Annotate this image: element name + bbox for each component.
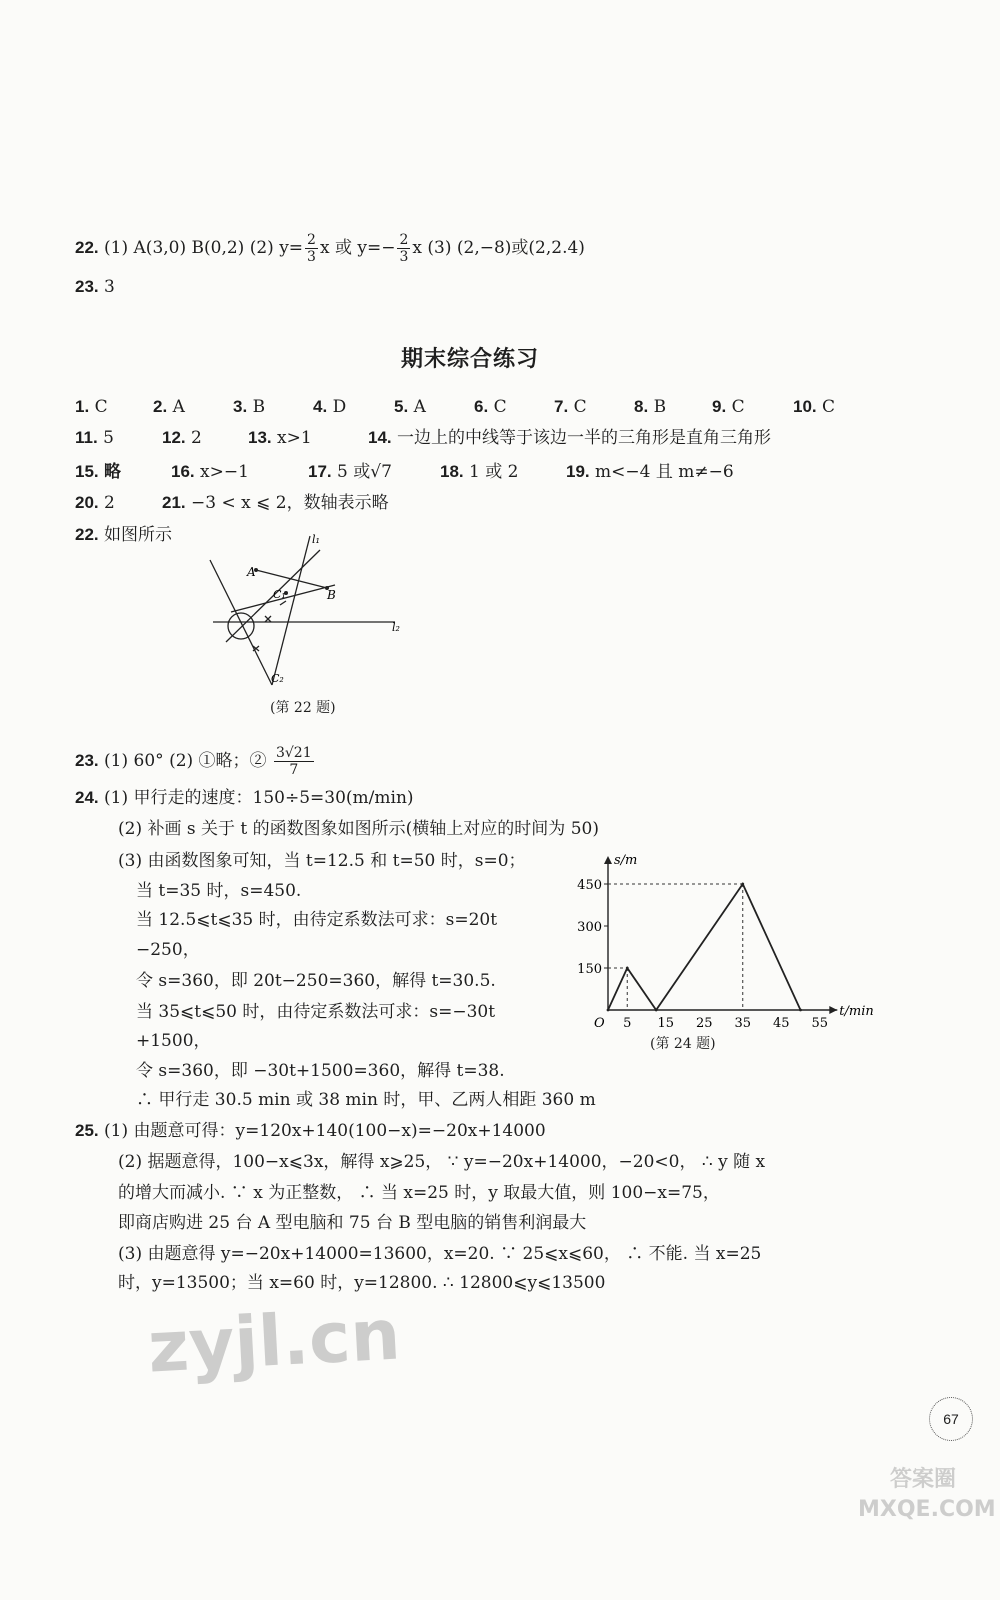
q25-line: 时，y=13500；当 x=60 时，y=12800. ∴ 12800⩽y⩽13500: [118, 1273, 606, 1293]
y-axis-arrow: [604, 856, 612, 864]
answer-item: 15. 略: [75, 462, 122, 481]
data-point: [626, 967, 629, 970]
answer-item: 6. C: [474, 397, 507, 417]
label-c2: C₂: [271, 672, 284, 685]
question-number: 23.: [75, 751, 99, 770]
answer-item: 16. x>−1: [171, 462, 249, 482]
label-a: A: [247, 565, 256, 579]
s-t-line: [608, 884, 801, 1010]
q24-line: 令 s=360，即 −30t+1500=360，解得 t=38.: [136, 1061, 505, 1081]
y-tick-label: 150: [577, 962, 602, 977]
x-axis-arrow: [829, 1006, 837, 1014]
question-number: 23.: [75, 277, 99, 296]
origin-label: O: [594, 1016, 605, 1031]
question-number: 24.: [75, 788, 99, 807]
answer-item: 19. m<−4 且 m≠−6: [566, 462, 734, 482]
answer-item: 8. B: [634, 397, 667, 417]
question-number: 22.: [75, 238, 99, 257]
answer-item: 13. x>1: [248, 428, 312, 448]
data-point: [799, 1009, 802, 1012]
tick-mark: [265, 616, 271, 622]
q24-line: −250，: [136, 940, 200, 960]
q24-line: 当 t=35 时，s=450.: [136, 881, 302, 901]
watermark: zyjl.cn: [146, 1293, 403, 1389]
answer-item: 4. D: [313, 397, 347, 417]
answer-item: 21. −3 < x ⩽ 2，数轴表示略: [162, 493, 389, 513]
q25-line: 即商店购进 25 台 A 型电脑和 75 台 B 型电脑的销售利润最大: [118, 1213, 587, 1233]
q24-line: 当 35⩽t⩽50 时，由待定系数法可求：s=−30t: [136, 1002, 496, 1022]
x-tick-label: 5: [623, 1016, 632, 1031]
q25-line: 的增大而减小. ∵ x 为正整数， ∴ 当 x=25 时，y 取最大值，则 100−x=75，: [118, 1183, 720, 1203]
fraction: $\frac{2}{3}$: [307, 232, 316, 265]
label-b: B: [327, 588, 336, 602]
q24-line: +1500，: [136, 1031, 211, 1051]
segment-ab: [256, 570, 327, 588]
x-axis-label: t/min: [839, 1004, 874, 1019]
q24-line: 当 12.5⩽t⩽35 时，由待定系数法可求：s=20t: [136, 910, 498, 930]
answer-item: 17. 5 或√7: [308, 462, 392, 482]
answer-item: 5. A: [394, 397, 426, 417]
corner-watermark: 答案圈 MXQE.COM: [858, 1467, 996, 1522]
answer-item: 11. 5: [75, 428, 114, 448]
page-number: 67: [929, 1397, 973, 1441]
q25-line: 25. (1) 由题意可得：y=120x+140(100−x)=−20x+14000: [75, 1121, 546, 1141]
label-l1: l₁: [312, 533, 320, 546]
q24-line: (2) 补画 s 关于 t 的函数图象如图所示(横轴上对应的时间为 50): [118, 819, 599, 839]
fraction: $\frac{2}{3}$: [399, 232, 409, 265]
answer-item: 9. C: [712, 397, 745, 417]
section-title: 期末综合练习: [400, 347, 539, 372]
q25-line: (2) 据题意得，100−x⩽3x，解得 x⩾25， ∵ y=−20x+14000，−20<0， ∴ y 随 x: [118, 1152, 766, 1172]
answer-item: 12. 2: [162, 428, 202, 448]
answer-item: 10. C: [793, 397, 836, 417]
x-tick-label: 55: [811, 1016, 829, 1031]
figure-caption: (第 22 题): [270, 700, 336, 716]
q24-line: (3) 由函数图象可知，当 t=12.5 和 t=50 时，s=0；: [118, 851, 526, 871]
question-number: 22.: [75, 525, 99, 544]
answer-item: 1. C: [75, 397, 108, 417]
y-tick-label: 300: [577, 920, 602, 935]
answer-item: 14. 一边上的中线等于该边一半的三角形是直角三角形: [368, 428, 772, 448]
chart-caption: (第 24 题): [650, 1036, 716, 1052]
data-point: [655, 1009, 658, 1012]
x-tick-label: 35: [734, 1016, 752, 1031]
answer-item: 18. 1 或 2: [440, 462, 519, 482]
answer-item: 7. C: [554, 397, 587, 417]
q24-chart: [570, 850, 874, 1035]
compass-arc: [228, 613, 254, 639]
q24-line: ∴ 甲行走 30.5 min 或 38 min 时，甲、乙两人相距 360 m: [136, 1090, 596, 1110]
x-tick-label: 25: [695, 1016, 713, 1031]
y-tick-label: 450: [577, 878, 602, 893]
data-point: [741, 883, 744, 886]
label-l2: l₂: [392, 621, 400, 634]
y-axis-label: s/m: [614, 853, 638, 868]
prev-q22: 22. (1) A(3,0) B(0,2) (2) y= $\frac{2}{3}$ x 或 y=− $\frac{2}{3}$ x (3) (2,−8)或(2,2.4): [75, 232, 585, 265]
question-number: 25.: [75, 1121, 99, 1140]
tick-mark: [280, 601, 286, 605]
data-point: [607, 1009, 610, 1012]
prev-q23: 23. 3: [75, 277, 115, 297]
label-c1: C₁: [273, 588, 286, 601]
answer-item: 2. A: [153, 397, 185, 417]
answer-item: 20. 2: [75, 493, 115, 513]
line-l1: [272, 536, 310, 685]
fraction: $\frac{3√21}{7}$: [275, 745, 312, 778]
answer-item: 3. B: [233, 397, 266, 417]
x-tick-label: 45: [772, 1016, 790, 1031]
q24-line: 令 s=360，即 20t−250=360，解得 t=30.5.: [136, 971, 496, 991]
q25-line: (3) 由题意得 y=−20x+14000=13600，x=20. ∵ 25⩽x⩽60， ∴ 不能. 当 x=25: [118, 1244, 762, 1264]
q22-line: 22. 如图所示: [75, 525, 173, 545]
q24-line: 24. (1) 甲行走的速度：150÷5=30(m/min): [75, 788, 414, 808]
geometry-figure: [195, 530, 425, 705]
q23-line: 23. (1) 60° (2) ①略；② $\frac{3√21}{7}$: [75, 745, 312, 778]
x-tick-label: 15: [657, 1016, 675, 1031]
